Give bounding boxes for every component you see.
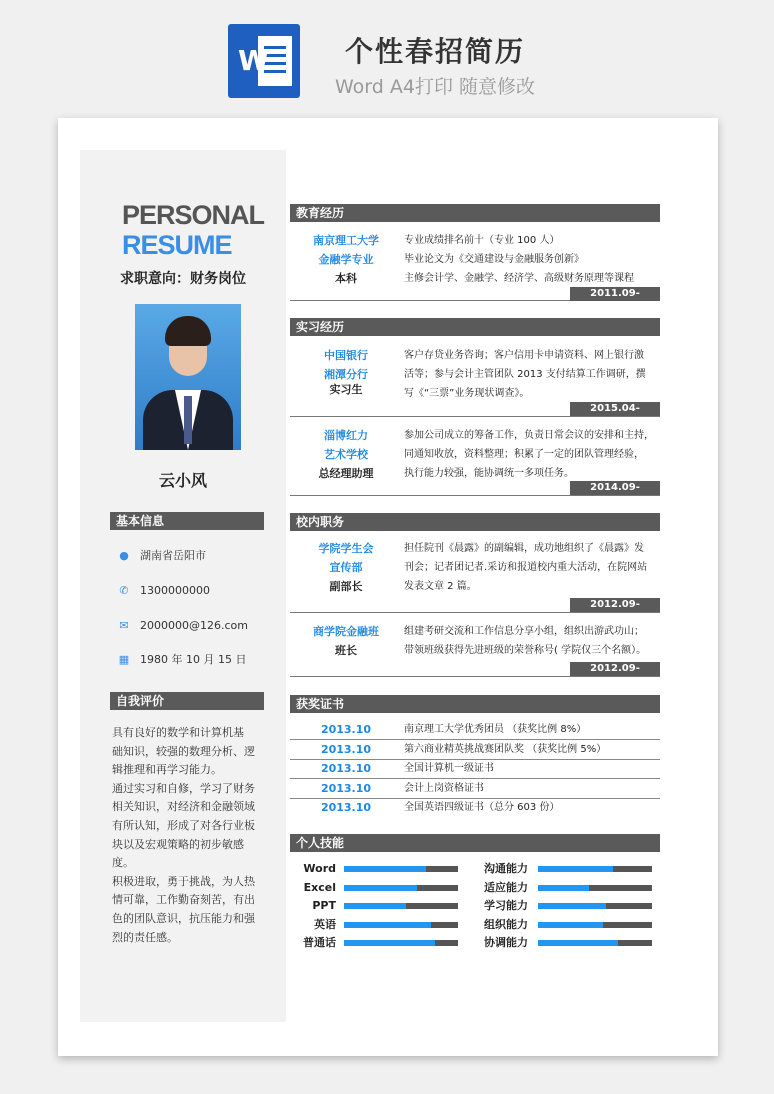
skill-bar bbox=[344, 866, 458, 872]
skill-bar-fill bbox=[344, 866, 426, 872]
campus-1-left: 学院学生会 宣传部 副部长 bbox=[318, 542, 374, 593]
campus-2-left: 商学院金融班 班长 bbox=[313, 625, 379, 657]
word-logo-letter: W bbox=[238, 44, 269, 77]
education-details: 专业成绩排名前十（专业 100 人） 毕业论文为《交通建设与金融服务创新》 主修会计学、金融学、经济学、高级财务原理等课程 bbox=[404, 235, 634, 284]
info-location: ● 湖南省岳阳市 bbox=[119, 549, 206, 562]
sidebar bbox=[80, 150, 286, 1022]
internship-header: 实习经历 bbox=[290, 318, 660, 336]
skill-bar bbox=[344, 940, 458, 946]
info-phone: ✆ 1300000000 bbox=[119, 584, 210, 597]
award-date: 2013.10 bbox=[320, 781, 372, 795]
award-text: 全国计算机一级证书 bbox=[404, 763, 494, 774]
skill-bar bbox=[538, 885, 652, 891]
award-text: 全国英语四级证书（总分 603 份） bbox=[404, 802, 560, 813]
skill-bar-fill bbox=[344, 903, 406, 909]
internship-1-left: 中国银行 湘潭分行 实习生 bbox=[324, 349, 368, 396]
basic-info-header: 基本信息 bbox=[110, 512, 264, 530]
resume-paper bbox=[58, 118, 718, 1056]
self-eval-header: 自我评价 bbox=[110, 692, 264, 710]
phone-icon: ✆ bbox=[119, 584, 129, 597]
calendar-icon: ▦ bbox=[118, 653, 130, 666]
skill-bar bbox=[538, 866, 652, 872]
awards-header: 获奖证书 bbox=[290, 695, 660, 713]
skill-bar bbox=[538, 922, 652, 928]
skill-bar-fill bbox=[538, 940, 618, 946]
page-header bbox=[0, 0, 774, 110]
location-icon: ● bbox=[119, 549, 129, 562]
skill-bar-fill bbox=[538, 922, 603, 928]
award-date: 2013.10 bbox=[320, 762, 372, 775]
skill-bar-fill bbox=[344, 940, 435, 946]
skill-bar-fill bbox=[344, 922, 431, 928]
info-email: ✉ 2000000@126.com bbox=[119, 619, 248, 632]
page-subtitle: Word A4打印 随意修改 bbox=[334, 76, 535, 98]
skill-label: 学习能力 bbox=[484, 899, 528, 913]
skill-bar bbox=[344, 903, 458, 909]
skill-bar bbox=[538, 940, 652, 946]
profile-photo bbox=[135, 304, 241, 450]
campus-1-date: 2012.09-2014.06 bbox=[570, 598, 660, 612]
campus-1-details: 担任院刊《晨露》的副编辑，成功地组织了《晨露》发 刊会；记者团记者.采访和报道校内重大活动，在院网站 发表文章 2 篇。 bbox=[404, 543, 648, 592]
campus-2-details: 组建考研交流和工作信息分享小组，组织出游武功山； 带领班级获得先进班级的荣誉称号( 学院仅三个名额）。 bbox=[404, 626, 647, 656]
award-text: 南京理工大学优秀团员 （获奖比例 8%） bbox=[404, 724, 587, 735]
skill-label: 协调能力 bbox=[484, 936, 528, 950]
page-title: 个性春招简历 bbox=[344, 35, 525, 68]
word-logo-icon bbox=[228, 24, 300, 98]
skill-label: 组织能力 bbox=[484, 917, 528, 931]
skill-label: 英语 bbox=[314, 917, 336, 931]
email-icon: ✉ bbox=[119, 619, 129, 632]
award-text: 第六商业精英挑战赛团队奖 （获奖比例 5%） bbox=[404, 743, 607, 755]
internship-1-date: 2015.04-2015.06 bbox=[570, 402, 660, 416]
award-date: 2013.10 bbox=[320, 801, 372, 814]
skill-label: 沟通能力 bbox=[484, 862, 528, 875]
resume-heading: RESUME bbox=[122, 230, 232, 260]
skill-bar-fill bbox=[538, 866, 613, 872]
job-intention: 求职意向：财务岗位 bbox=[120, 271, 246, 287]
award-text: 会计上岗资格证书 bbox=[404, 782, 484, 794]
skill-label: 适应能力 bbox=[484, 880, 528, 894]
skill-bar-fill bbox=[538, 903, 606, 909]
award-date: 2013.10 bbox=[320, 723, 372, 736]
skill-bar bbox=[344, 885, 458, 891]
skill-bar-fill bbox=[344, 885, 417, 891]
candidate-name: 云小风 bbox=[158, 471, 207, 490]
personal-heading: PERSONAL bbox=[122, 200, 265, 230]
self-eval-text: 具有良好的数学和计算机基 础知识，较强的数理分析、逻 辑推理和再学习能力。 通过实习和自修，学习了财务 相关知识，对经济和金融领域 有所认知，形成了对各行业板 块以及宏观策略的初步敏感 度。 积极进取，勇于挑战，为人热 情可靠，工作勤奋刻苦，有出 色的团队意识，抗压能力和强 烈的责任感。 bbox=[112, 726, 255, 944]
campus-header: 校内职务 bbox=[290, 513, 660, 531]
internship-1-details: 客户存贷业务咨询；客户信用卡申请资料、网上银行激 活等；参与会计主管团队 2013 支付结算工作调研，撰 写《“三票”业务现状调查》。 bbox=[404, 350, 646, 399]
education-date: 2011.09-2015.06 bbox=[570, 287, 660, 301]
skill-bar bbox=[344, 922, 458, 928]
skill-bar bbox=[538, 903, 652, 909]
internship-2-left: 淄博红力 艺术学校 总经理助理 bbox=[318, 429, 374, 480]
internship-2-details: 参加公司成立的筹备工作，负责日常会议的安排和主持， 同通知收放，资料整理；积累了一定的团队管理经验， 执行能力较强，能协调统一多项任务。 bbox=[404, 430, 654, 479]
skill-label: 普通话 bbox=[303, 936, 336, 950]
skill-label: Word bbox=[303, 862, 336, 875]
info-birthday: ▦ 1980 年 10 月 15 日 bbox=[118, 653, 247, 666]
skill-bar-fill bbox=[538, 885, 589, 891]
campus-2-date: 2012.09-2013.06 bbox=[570, 662, 660, 676]
education-header: 教育经历 bbox=[290, 204, 660, 222]
skill-label: Excel bbox=[303, 880, 336, 894]
internship-2-date: 2014.09-2014,10 bbox=[570, 481, 660, 495]
skills-header: 个人技能 bbox=[290, 834, 660, 852]
skill-label: PPT bbox=[312, 899, 336, 913]
award-date: 2013.10 bbox=[320, 742, 372, 756]
education-left: 南京理工大学 金融学专业 本科 bbox=[313, 234, 379, 285]
